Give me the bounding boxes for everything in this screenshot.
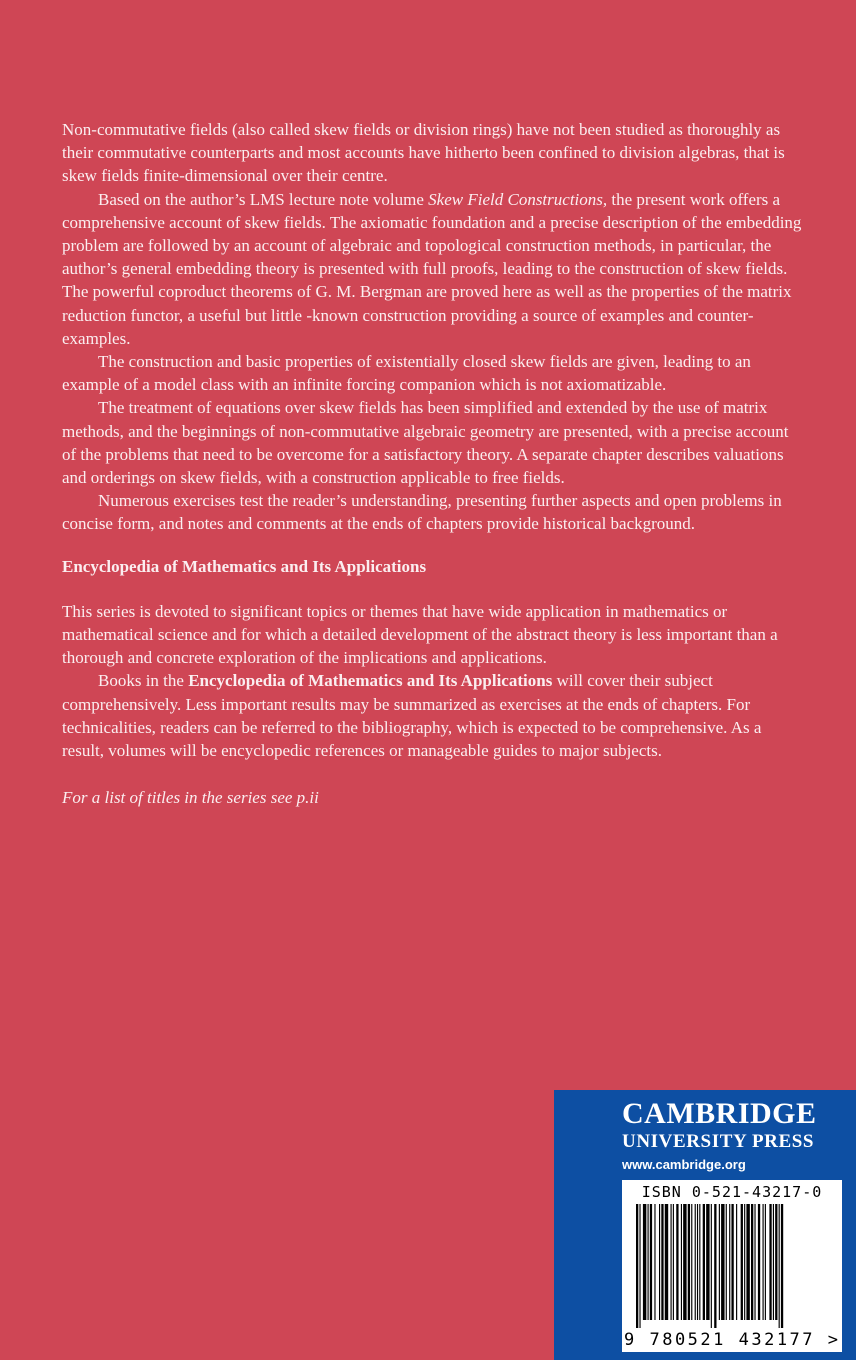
barcode-bar xyxy=(676,1204,678,1320)
series-paragraph-1: This series is devoted to significant topics or themes that have wide application in mathematics or mathematical science and for which a detailed development of the abstract theory is less important than a thorough and concrete exploration of the implications and applications. xyxy=(62,601,778,668)
barcode-graphic xyxy=(636,1204,828,1328)
series-list-note: For a list of titles in the series see p.ii xyxy=(62,788,319,808)
barcode-bar xyxy=(688,1204,690,1320)
barcode-bar xyxy=(744,1204,745,1320)
publisher-logo-press: UNIVERSITY PRESS xyxy=(622,1131,815,1152)
barcode-bar xyxy=(779,1204,780,1328)
series-paragraph-2 xyxy=(62,669,802,762)
barcode-bar xyxy=(751,1204,753,1320)
barcode-bar xyxy=(665,1204,668,1320)
barcode-bar xyxy=(741,1204,743,1320)
barcode-bar xyxy=(683,1204,686,1320)
barcode-bar xyxy=(695,1204,696,1320)
barcode-bar xyxy=(639,1204,640,1328)
barcode-bar xyxy=(706,1204,709,1320)
barcode-bar xyxy=(648,1204,649,1320)
barcode-bar xyxy=(650,1204,652,1320)
description-paragraph-2-end: the present work offers a comprehensive account of skew fields. The axiomatic foundation and a precise description of the embedding problem are followed by an account of algebraic and topological construction methods, in particular, the author’s general embedding theory is presented with full proofs, leading to the construction of skew fields. The powerful coproduct theorems of G. M. Bergman are proved here as well as the properties of the matrix reduction functor, a useful but little -known construction providing a source of examples and counter-examples. xyxy=(62,189,802,348)
barcode-bar xyxy=(654,1204,655,1320)
barcode-bar xyxy=(765,1204,766,1320)
barcode-bar xyxy=(661,1204,663,1320)
description-paragraph-2 xyxy=(62,188,802,350)
description-paragraph-4: The treatment of equations over skew fields has been simplified and extended by the use of matrix methods, and the beginnings of non-commutative algebraic geometry are presented, with a precise account of the problems that need to be overcome for a satisfactory theory. A separate chapter describes valuations and orderings on skew fields, with a construction applicable to free fields. xyxy=(62,398,789,488)
barcode-bar xyxy=(681,1204,682,1320)
barcode-bar xyxy=(719,1204,720,1320)
barcode-bar xyxy=(781,1204,783,1328)
publisher-website: www.cambridge.org xyxy=(622,1157,746,1172)
isbn-number: ISBN 0-521-43217-0 xyxy=(641,1183,823,1201)
barcode-bar xyxy=(659,1204,660,1320)
description-paragraph-2-start: Based on the author’s LMS lecture note volume xyxy=(98,189,429,209)
barcode-bar xyxy=(636,1204,638,1328)
description-paragraph-1: Non-commutative fields (also called skew fields or division rings) have not been studied as thoroughly as their commutative counterparts and most accounts have hitherto been confined to division algebras, that is skew fields finite-dimensional over their centre. xyxy=(62,120,785,186)
barcode-bar xyxy=(754,1204,755,1320)
barcode-bar xyxy=(746,1204,749,1320)
barcode-bar xyxy=(721,1204,724,1320)
barcode-bar xyxy=(763,1204,764,1320)
barcode-bar xyxy=(697,1204,698,1320)
barcode-bar xyxy=(711,1204,712,1328)
barcode-bar xyxy=(773,1204,774,1320)
barcode-bar xyxy=(714,1204,716,1328)
barcode-bar xyxy=(775,1204,777,1320)
barcode-bar xyxy=(726,1204,727,1320)
series-paragraph-2-end: will cover their subject comprehensively. Less important results may be summarized as exercises at the ends of chapters. For technicalities, readers can be referred to the bibliography, which is expected to be comprehensive. As a result, volumes will be encyclopedic references or manageable guides to major subjects. xyxy=(62,671,762,761)
description-paragraph-3: The construction and basic properties of existentially closed skew fields are given, leading to an example of a model class with an infinite forcing companion which is not axiomatizable. xyxy=(62,352,751,395)
back-cover-text xyxy=(62,118,802,809)
lecture-note-title: Skew Field Constructions, xyxy=(428,189,608,209)
barcode-label xyxy=(622,1180,842,1352)
publisher-block xyxy=(554,1090,856,1360)
barcode-bar xyxy=(671,1204,672,1320)
barcode-bar xyxy=(643,1204,646,1320)
barcode-digits: 9 780521 432177 > xyxy=(624,1330,841,1350)
series-paragraph-2-start: Books in the xyxy=(98,671,189,691)
series-heading: Encyclopedia of Mathematics and Its Applications xyxy=(62,556,427,576)
barcode-bar xyxy=(703,1204,705,1320)
barcode-bar xyxy=(758,1204,760,1320)
barcode-bar xyxy=(729,1204,730,1320)
barcode-bar xyxy=(691,1204,692,1320)
barcode-bar xyxy=(731,1204,733,1320)
series-name-bold: Encyclopedia of Mathematics and Its Applications xyxy=(188,671,553,691)
barcode-bar xyxy=(769,1204,771,1320)
barcode-bar xyxy=(699,1204,700,1320)
barcode-bar xyxy=(673,1204,674,1320)
publisher-logo-name: CAMBRIDGE xyxy=(622,1097,817,1130)
description-paragraph-5: Numerous exercises test the reader’s understanding, presenting further aspects and open problems in concise form, and notes and comments at the ends of chapters provide historical background. xyxy=(62,491,782,534)
barcode-bar xyxy=(736,1204,737,1320)
